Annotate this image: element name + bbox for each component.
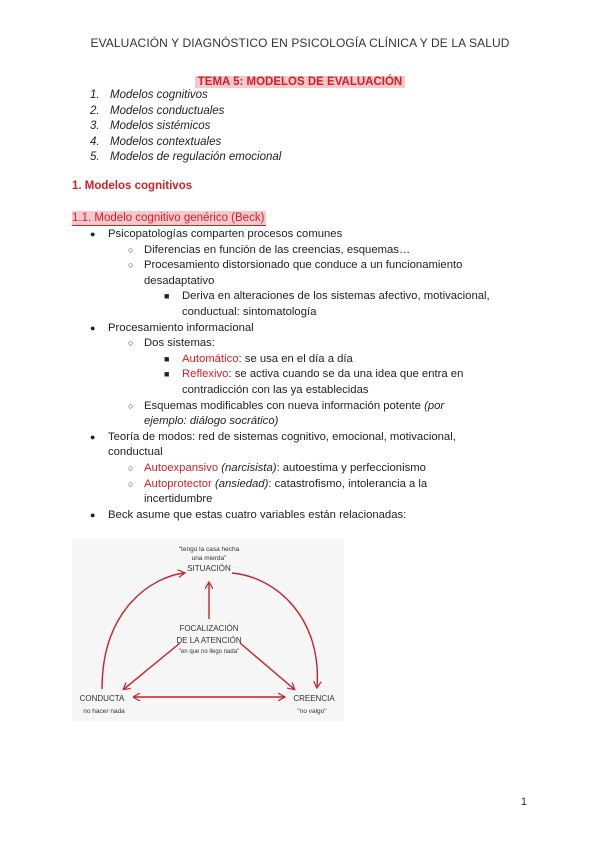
conducta-label: CONDUCTA <box>79 694 125 703</box>
list-item-text: Procesamiento distorsionado que conduce a un funcionamiento <box>144 259 463 272</box>
list-item-text: : se activa cuando se da una idea que entra en <box>228 368 464 381</box>
list-item-text: Diferencias en función de las creencias, esquemas… <box>144 243 411 256</box>
term-highlight: Autoexpansivo <box>144 461 219 474</box>
toc-label: Modelos cognitivos <box>110 89 208 101</box>
list-item <box>72 367 532 398</box>
list-item-text: (ansiedad) <box>211 477 269 490</box>
toc-label: Modelos sistémicos <box>110 120 211 132</box>
arrow-conducta-situacion <box>102 573 184 689</box>
list-item <box>72 508 532 524</box>
list-item <box>72 477 532 508</box>
focal-label: DE LA ATENCIÓN <box>176 636 242 645</box>
list-item-text: ejemplo: diálogo socrático) <box>144 415 279 428</box>
table-of-contents <box>90 88 281 166</box>
bullet-square-icon: ■ <box>164 291 170 302</box>
bullet-dot-icon: ● <box>90 431 96 442</box>
bullet-circle-icon: ○ <box>128 462 134 473</box>
list-item <box>72 258 532 289</box>
arrow-focal-creencia <box>240 643 294 689</box>
toc-number: 3. <box>90 120 100 132</box>
bullet-dot-icon: ● <box>90 322 96 333</box>
situacion-label: SITUACIÓN <box>187 564 231 573</box>
toc-item <box>90 150 281 166</box>
list-item <box>72 227 532 243</box>
toc-number: 4. <box>90 135 100 148</box>
toc-number: 2. <box>90 104 100 117</box>
toc-label: Modelos conductuales <box>110 104 225 117</box>
list-item-text: desadaptativo <box>144 274 215 287</box>
creencia-label: CREENCIA <box>293 694 335 703</box>
list-item-text: Teoría de modos: red de sistemas cognitivo, emocional, motivacional, <box>108 430 456 443</box>
toc-label: Modelos contextuales <box>110 135 222 148</box>
section-heading: 1. Modelos cognitivos <box>72 180 193 192</box>
list-item <box>72 399 532 430</box>
list-item <box>72 352 532 368</box>
bullet-circle-icon: ○ <box>128 338 134 349</box>
list-item-text: (por <box>424 399 445 412</box>
list-item-text: conductual <box>108 446 163 459</box>
list-item-text: : catastrofismo, intolerancia a la <box>268 477 428 490</box>
toc-item <box>90 104 281 120</box>
bullet-dot-icon: ● <box>90 229 96 239</box>
list-item <box>72 321 532 337</box>
list-item <box>72 430 532 461</box>
toc-label: Modelos de regulación emocional <box>110 151 282 163</box>
list-item <box>72 243 532 259</box>
page-title: TEMA 5: MODELOS DE EVALUACIÓN <box>195 76 405 88</box>
list-item-text: Esquemas modificables con nueva información potente <box>144 399 425 412</box>
list-item <box>72 289 532 320</box>
toc-item <box>90 119 281 135</box>
bullet-circle-icon: ○ <box>128 400 134 411</box>
conducta-note: no hacer nada <box>83 708 125 715</box>
diagram-svg <box>72 539 344 721</box>
focal-label: FOCALIZACIÓN <box>179 624 239 633</box>
bullet-circle-icon: ○ <box>128 478 134 489</box>
toc-number: 5. <box>90 151 100 163</box>
situacion-note: una mierda" <box>191 555 227 562</box>
notes-content <box>72 227 532 523</box>
page-header: EVALUACIÓN Y DIAGNÓSTICO EN PSICOLOGÍA CLÍNICA Y DE LA SALUD <box>90 36 510 50</box>
list-item-text: Procesamiento informacional <box>108 321 254 334</box>
page-number: 1 <box>520 796 527 808</box>
creencia-note: "no valgo" <box>297 708 327 715</box>
list-item-text: Deriva en alteraciones de los sistemas afectivo, motivacional, <box>182 290 490 303</box>
list-item-text: Psicopatologías comparten procesos comunes <box>108 228 343 240</box>
toc-item <box>90 88 281 104</box>
bullet-square-icon: ■ <box>164 353 170 364</box>
bullet-dot-icon: ● <box>90 509 96 520</box>
arrow-situacion-creencia <box>232 573 317 687</box>
list-item-text: conductual: sintomatología <box>182 305 317 318</box>
situacion-note: "tengo la casa hecha <box>178 546 240 553</box>
term-highlight: Autoprotector <box>144 477 212 490</box>
bullet-circle-icon: ○ <box>128 260 134 271</box>
term-highlight: Automático <box>182 352 239 365</box>
list-item-text: : autoestima y perfeccionismo <box>276 461 426 474</box>
bullet-circle-icon: ○ <box>128 244 134 255</box>
list-item-text: incertidumbre <box>144 493 213 506</box>
toc-number: 1. <box>90 89 100 101</box>
bullet-square-icon: ■ <box>164 369 170 380</box>
list-item-text: : se usa en el día a día <box>238 352 353 365</box>
list-item-text: Beck asume que estas cuatro variables están relacionadas: <box>108 508 407 521</box>
focal-note: "en que no llego nada" <box>178 649 240 655</box>
list-item <box>72 461 532 477</box>
toc-item <box>90 135 281 151</box>
list-item-text: Dos sistemas: <box>144 337 215 350</box>
list-item-text: (narcisista) <box>218 461 277 474</box>
list-item <box>72 336 532 352</box>
term-highlight: Reflexivo <box>182 368 229 381</box>
beck-model-diagram <box>72 539 344 721</box>
subsection-heading: 1.1. Modelo cognitivo genérico (Beck) <box>72 212 265 224</box>
list-item-text: contradicción con las ya establecidas <box>182 383 369 396</box>
arrow-focal-conducta <box>124 643 180 689</box>
